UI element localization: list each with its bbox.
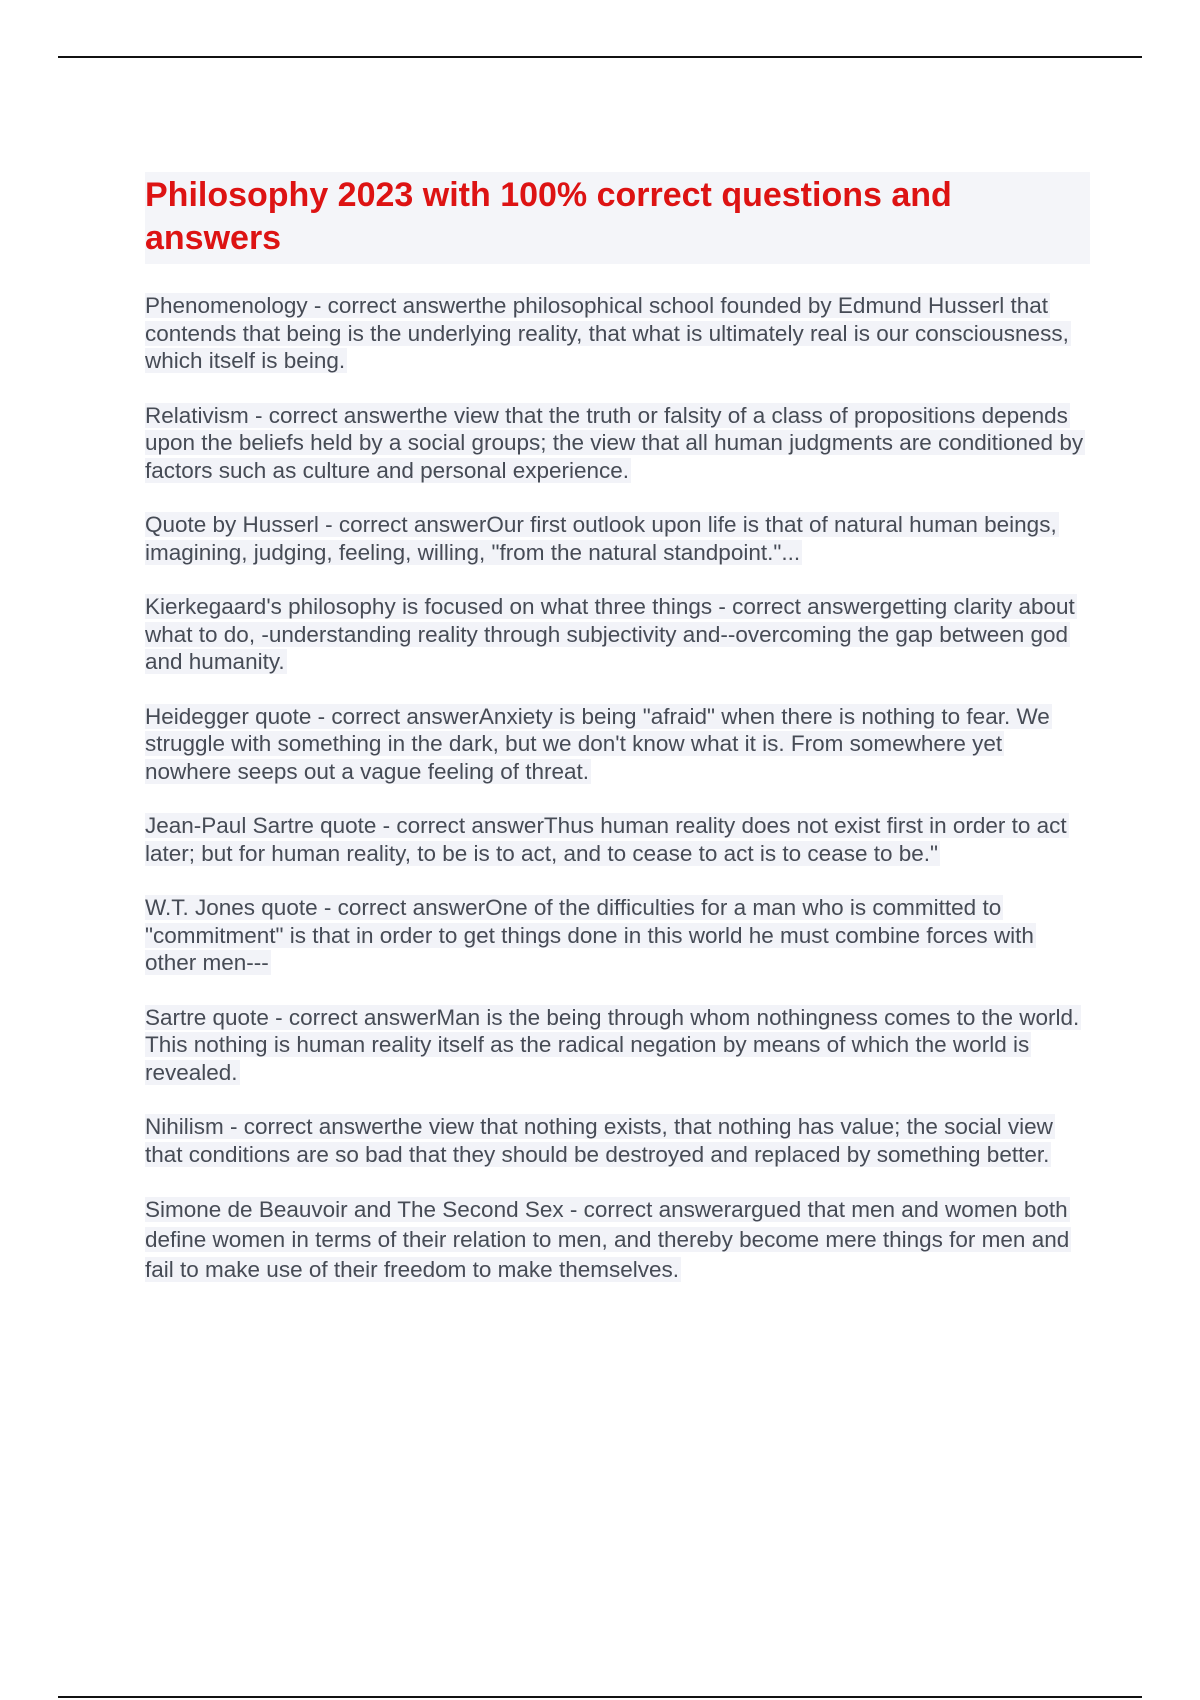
qa-entry-husserl-quote: Quote by Husserl - correct answerOur first outlook upon life is that of natural human beings, imagining, judging, feeling, willing, "from the natural standpoint."...	[145, 512, 1057, 565]
qa-entry-sartre-quote-2: Sartre quote - correct answerMan is the being through whom nothingness comes to the world. This nothing is human reality itself as the radical negation by means of which the world is revealed.	[145, 1004, 1080, 1085]
qa-entry-kierkegaard: Kierkegaard's philosophy is focused on what three things - correct answergetting clarity about what to do, -understanding reality through subjectivity and--overcoming the gap between god and humanity.	[145, 594, 1075, 674]
document-title: Philosophy 2023 with 100% correct questions and answers	[145, 172, 1090, 264]
qa-entry-beauvoir: Simone de Beauvoir and The Second Sex - correct answerargued that men and women both define women in terms of their relation to men, and thereby become mere things for men and fail to make use of their freedom to make themselves.	[145, 1197, 1070, 1282]
qa-entry-phenomenology: Phenomenology - correct answerthe philosophical school founded by Edmund Husserl that contends that being is the underlying reality, that what is ultimately real is our consciousness, which itself is being.	[145, 293, 1069, 373]
footer-rule	[58, 1696, 1142, 1698]
qa-entry-relativism: Relativism - correct answerthe view that the truth or falsity of a class of propositions depends upon the beliefs held by a social groups; the view that all human judgments are conditioned by factors such as culture and personal experience.	[145, 402, 1084, 483]
qa-entry-wt-jones-quote: W.T. Jones quote - correct answerOne of the difficulties for a man who is committed to "commitment" is that in order to get things done in this world he must combine forces with other men---	[145, 895, 1034, 975]
document-body	[145, 172, 1090, 1312]
qa-entry-nihilism: Nihilism - correct answerthe view that nothing exists, that nothing has value; the social view that conditions are so bad that they should be destroyed and replaced by something better.	[145, 1114, 1053, 1167]
qa-entry-heidegger-quote: Heidegger quote - correct answerAnxiety is being "afraid" when there is nothing to fear. We struggle with something in the dark, but we don't know what it is. From somewhere yet nowhere seeps out a vague feeling of threat.	[145, 703, 1050, 784]
qa-entry-sartre-quote-1: Jean-Paul Sartre quote - correct answerThus human reality does not exist first in order to act later; but for human reality, to be is to act, and to cease to act is to cease to be."	[145, 813, 1067, 866]
qa-list	[145, 292, 1090, 1285]
header-rule	[58, 56, 1142, 58]
